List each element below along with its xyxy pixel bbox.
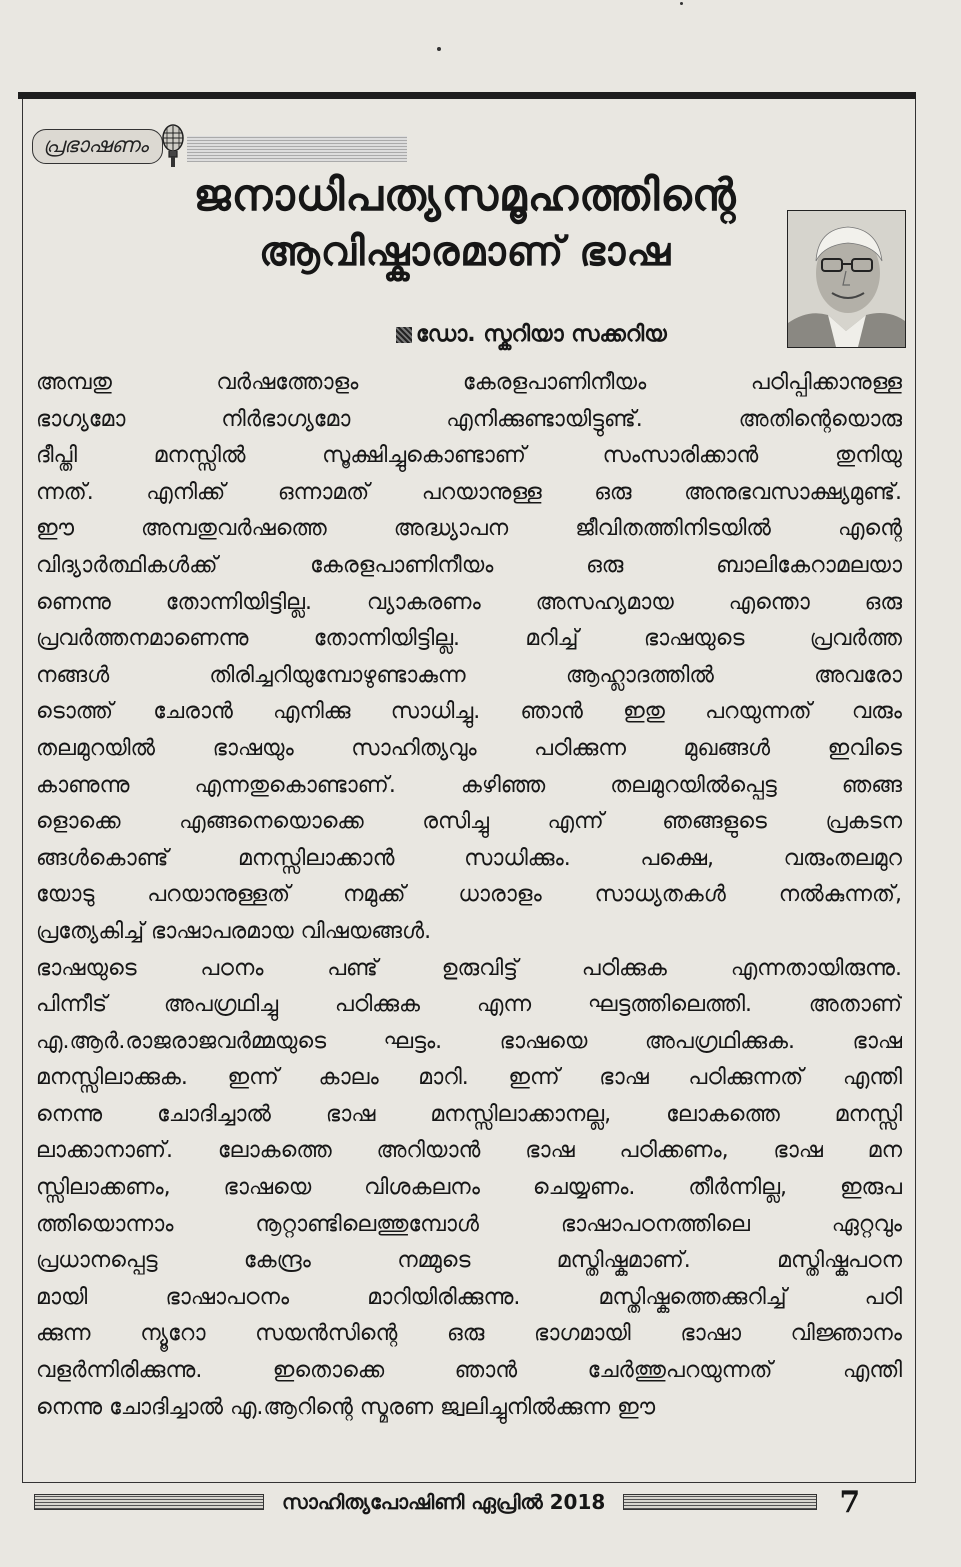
body-line: പ്രത്യേകിച്ച് ഭാഷാപരമായ വിഷയങ്ങൾ. <box>36 918 432 944</box>
headline <box>120 168 810 280</box>
body-line: ഭാഷയുടെ പഠനം പണ്ട് ഉരുവിട്ട് പഠിക്കുക എന്നതായിരുന്നു. <box>36 955 902 981</box>
section-label <box>32 124 191 168</box>
body-line: സ്സിലാക്കണം, ഭാഷയെ വിശകലനം ചെയ്യണം. തീർന്നില്ല, ഇരുപ <box>36 1175 902 1201</box>
footer-publication: സാഹിത്യപോഷിണി ഏപ്രിൽ 2018 <box>282 1490 606 1514</box>
body-line: ത്തിയൊന്നാം നൂറ്റാണ്ടിലെത്തുമ്പോൾ ഭാഷാപഠനത്തിലെ ഏറ്റവും <box>36 1211 902 1237</box>
top-rule <box>18 92 916 99</box>
body-line: ഭാഗ്യമോ നിർഭാഗ്യമോ എനിക്കുണ്ടായിട്ടുണ്ട്. അതിന്റെയൊരു <box>36 406 902 432</box>
body-line: കാണുന്നു എന്നതുകൊണ്ടാണ്. കഴിഞ്ഞ തലമുറയിൽപ്പെട്ട ഞങ്ങ <box>36 772 902 798</box>
body-line: എ.ആർ.രാജരാജവർമ്മയുടെ ഘട്ടം. ഭാഷയെ അപഗ്രഥിക്കുക. ഭാഷ <box>36 1028 902 1054</box>
byline-marker-icon <box>396 327 412 343</box>
print-speck <box>680 2 683 5</box>
article-body <box>36 365 902 1426</box>
section-label-text: പ്രഭാഷണം <box>32 129 163 164</box>
body-line: ലാക്കാനാണ്. ലോകത്തെ അറിയാൻ ഭാഷ പഠിക്കണം, ഭാഷ മന <box>36 1138 902 1164</box>
body-line: ഈ അമ്പതുവർഷത്തെ അദ്ധ്യാപന ജീവിതത്തിനിടയിൽ എന്റെ <box>36 516 902 542</box>
headline-line-2: ആവിഷ്കാരമാണ് ഭാഷ <box>258 228 672 275</box>
footer-rule-left <box>34 1494 264 1510</box>
body-line: ദീപ്തി മനസ്സിൽ സൂക്ഷിച്ചുകൊണ്ടാണ് സംസാരിക്കാൻ തുനിയു <box>36 443 902 469</box>
author-byline <box>396 322 667 347</box>
body-line: ക്കുന്ന ന്യൂറോ സയൻസിന്റെ ഒരു ഭാഗമായി ഭാഷാ വിജ്ഞാനം <box>36 1321 902 1347</box>
body-line: പിന്നീട് അപഗ്രഥിച്ചു പഠിക്കുക എന്ന ഘട്ടത്തിലെത്തി. അതാണ് <box>36 992 902 1018</box>
body-line: നങ്ങൾ തിരിച്ചറിയുമ്പോഴുണ്ടാകുന്ന ആഹ്ലാദത്തിൽ അവരോ <box>36 662 902 688</box>
microphone-icon <box>155 124 191 168</box>
body-line: പ്രധാനപ്പെട്ട കേന്ദ്രം നമ്മുടെ മസ്തിഷ്കമാണ്. മസ്തിഷ്കപഠന <box>36 1248 902 1274</box>
footer-rule-right <box>623 1494 817 1510</box>
body-line: ങ്ങൾകൊണ്ട് മനസ്സിലാക്കാൻ സാധിക്കും. പക്ഷെ, വരുംതലമുറ <box>36 845 902 871</box>
body-line: യോടു പറയാനുള്ളത് നമുക്ക് ധാരാളം സാധ്യതകൾ നൽകുന്നത്, <box>36 882 902 908</box>
body-line: ണെന്നു തോന്നിയിട്ടില്ല. വ്യാകരണം അസഹ്യമായ എന്തൊ ഒരു <box>36 589 902 615</box>
body-line: നെന്നു ചോദിച്ചാൽ എ.ആറിന്റെ സ്മരണ ജ്വലിച്ചുനിൽക്കുന്ന ഈ <box>36 1394 656 1420</box>
body-line: ന്നത്. എനിക്ക് ഒന്നാമത് പറയാനുള്ള ഒരു അനുഭവസാക്ഷ്യമുണ്ട്. <box>36 479 902 505</box>
page-footer <box>34 1484 912 1520</box>
headline-line-1: ജനാധിപത്യസമൂഹത്തിന്റെ <box>193 170 737 221</box>
body-line: ളൊക്കെ എങ്ങനെയൊക്കെ രസിച്ചു എന്ന് ഞങ്ങളുടെ പ്രകടന <box>36 809 902 835</box>
author-portrait <box>787 210 906 348</box>
body-line: മായി ഭാഷാപഠനം മാറിയിരിക്കുന്നു. മസ്തിഷ്കത്തെക്കുറിച്ച് പഠി <box>36 1284 902 1310</box>
body-line: വിദ്യാർത്ഥികൾക്ക് കേരളപാണിനീയം ഒരു ബാലികേറാമലയാ <box>36 552 902 578</box>
body-line: ടൊത്ത് ചേരാൻ എനിക്കു സാധിച്ചു. ഞാൻ ഇതു പറയുന്നത് വരും <box>36 699 902 725</box>
body-line: തലമുറയിൽ ഭാഷയും സാഹിത്യവും പഠിക്കുന്ന മുഖങ്ങൾ ഇവിടെ <box>36 735 902 761</box>
body-line: മനസ്സിലാക്കുക. ഇന്ന് കാലം മാറി. ഇന്ന് ഭാഷ പഠിക്കുന്നത് എന്തി <box>36 1065 902 1091</box>
body-line: പ്രവർത്തനമാണെന്നു തോന്നിയിട്ടില്ല. മറിച്ച് ഭാഷയുടെ പ്രവർത്ത <box>36 626 902 652</box>
page-number: 7 <box>839 1484 861 1520</box>
print-speck <box>437 47 441 51</box>
body-line: അമ്പതു വർഷത്തോളം കേരളപാണിനീയം പഠിപ്പിക്കാനുള്ള <box>36 370 902 395</box>
body-line: നെന്നു ചോദിച്ചാൽ ഭാഷ മനസ്സിലാക്കാനല്ല, ലോകത്തെ മനസ്സി <box>36 1101 902 1127</box>
body-line: വളർന്നിരിക്കുന്നു. ഇതൊക്കെ ഞാൻ ചേർത്തുപറയുന്നത് എന്തി <box>36 1358 902 1384</box>
author-name: ഡോ. സ്കറിയാ സക്കറിയ <box>416 322 667 347</box>
